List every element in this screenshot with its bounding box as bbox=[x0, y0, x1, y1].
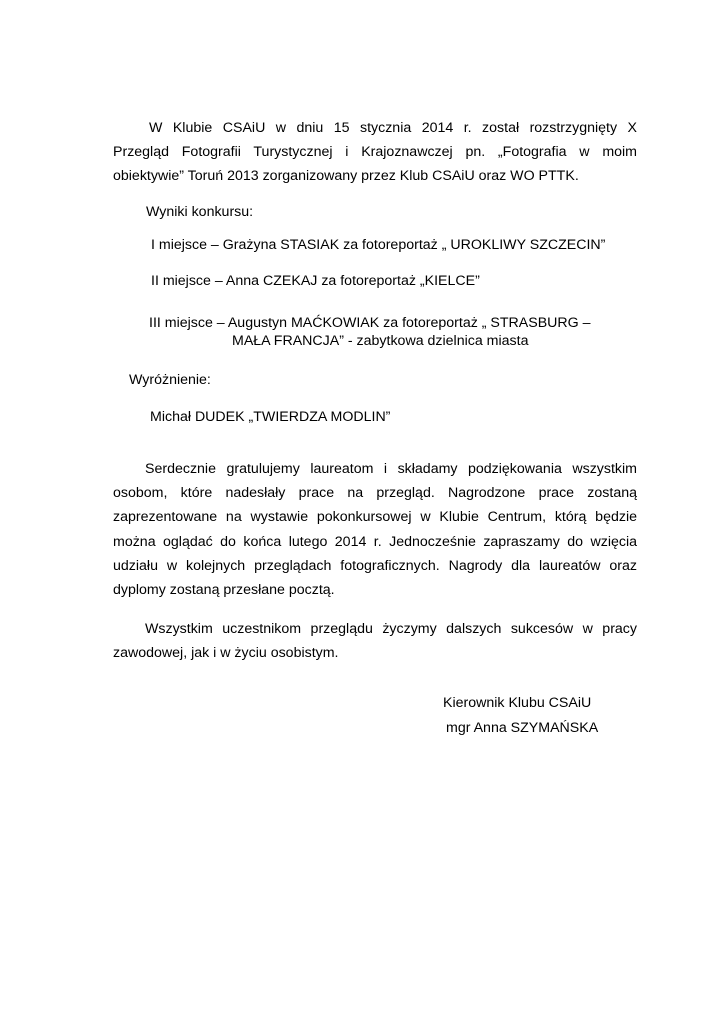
congrats-line-3: zaprezentowane na wystawie pokonkursowej w Klubie Centrum, którą będzie bbox=[113, 509, 637, 526]
intro-line-3: obiektywie” Toruń 2013 zorganizowany przez Klub CSAiU oraz WO PTTK. bbox=[113, 168, 579, 185]
congrats-line-6: dyplomy zostaną przesłane pocztą. bbox=[113, 581, 335, 598]
signature-title: Kierownik Klubu CSAiU bbox=[443, 695, 592, 711]
intro-paragraph bbox=[113, 119, 637, 192]
congrats-line-2: osobom, które nadesłały prace na przegląd. Nagrodzone prace zostaną bbox=[113, 485, 637, 502]
intro-line-2: Przegląd Fotografii Turystycznej i Krajoznawczej pn. „Fotografia w moim bbox=[113, 144, 637, 161]
distinction-entry: Michał DUDEK „TWIERDZA MODLIN” bbox=[150, 409, 391, 425]
wishes-paragraph bbox=[113, 620, 637, 668]
wishes-line-1: Wszystkim uczestnikom przeglądu życzymy dalszych sukcesów w pracy bbox=[145, 621, 637, 637]
signature-name: mgr Anna SZYMAŃSKA bbox=[446, 720, 599, 736]
result-second-place: II miejsce – Anna CZEKAJ za fotoreportaż „KIELCE” bbox=[151, 273, 480, 289]
result-first-place: I miejsce – Grażyna STASIAK za fotoreportaż „ UROKLIWY SZCZECIN” bbox=[151, 237, 606, 253]
congrats-line-1: Serdecznie gratulujemy laureatom i składamy podziękowania wszystkim bbox=[145, 461, 637, 477]
wishes-line-2: zawodowej, jak i w życiu osobistym. bbox=[113, 645, 339, 662]
congrats-line-5: udziału w kolejnych przeglądach fotograficznych. Nagrody dla laureatów oraz bbox=[113, 557, 637, 574]
results-heading: Wyniki konkursu: bbox=[146, 204, 254, 220]
result-third-place-line-1: III miejsce – Augustyn MAĆKOWIAK za fotoreportaż „ STRASBURG – bbox=[149, 315, 591, 331]
distinction-heading: Wyróżnienie: bbox=[129, 372, 211, 388]
congrats-line-4: można oglądać do końca lutego 2014 r. Jednocześnie zapraszamy do wzięcia bbox=[113, 533, 637, 550]
result-third-place-line-2: MAŁA FRANCJA” - zabytkowa dzielnica miasta bbox=[232, 333, 529, 349]
intro-line-1: W Klubie CSAiU w dniu 15 stycznia 2014 r. został rozstrzygnięty X bbox=[149, 120, 637, 136]
congrats-paragraph bbox=[113, 460, 637, 605]
